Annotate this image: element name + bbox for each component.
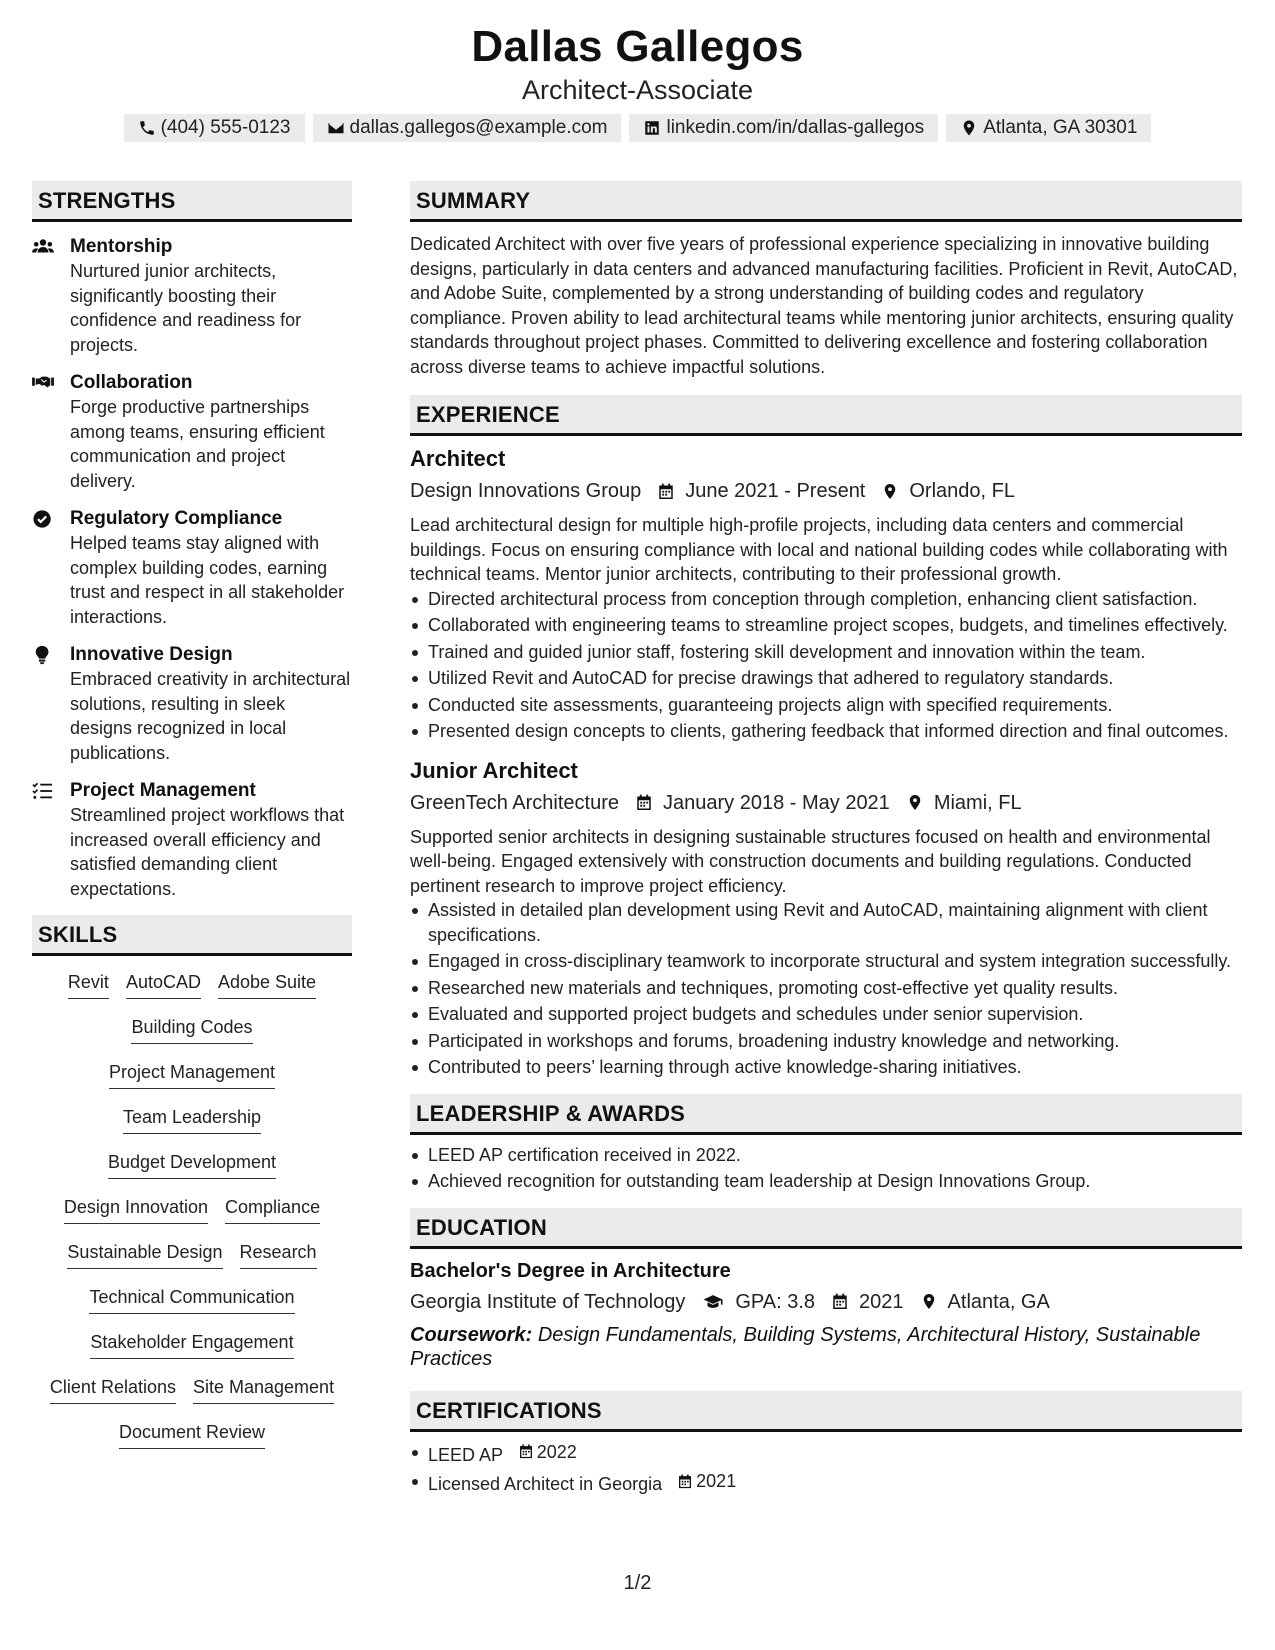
skill-row xyxy=(32,1285,352,1330)
phone-chip[interactable] xyxy=(124,114,305,142)
bullet-item: Directed architectural process from conception through completion, enhancing client satisfaction. xyxy=(428,587,1242,612)
school-name: Georgia Institute of Technology xyxy=(410,1290,686,1313)
skill-tag: Sustainable Design xyxy=(67,1240,222,1269)
job-company: GreenTech Architecture xyxy=(410,791,619,814)
check-circle-icon xyxy=(32,509,54,529)
location-chip xyxy=(946,114,1151,142)
job-entry xyxy=(410,444,1242,744)
skill-tag: Budget Development xyxy=(108,1150,276,1179)
contact-bar xyxy=(0,114,1275,142)
job-bullets xyxy=(410,898,1242,1080)
skills-list xyxy=(32,970,352,1465)
linkedin-chip[interactable] xyxy=(629,114,938,142)
strength-desc: Streamlined project workflows that increased overall efficiency and satisfied demanding client expectations. xyxy=(70,805,345,899)
degree-title: Bachelor's Degree in Architecture xyxy=(410,1259,731,1282)
skills-heading: SKILLS xyxy=(32,915,352,956)
skill-tag: Project Management xyxy=(109,1060,275,1089)
certification-item xyxy=(428,1469,1242,1496)
job-title: Junior Architect xyxy=(410,757,578,783)
users-icon xyxy=(32,237,54,257)
summary-text: Dedicated Architect with over five years of professional experience specializing in innovative building designs, particularly in data centers and advanced manufacturing facilities. Proficient in Revit, AutoCAD, and Adobe Suite, complemented by a strong understanding of building codes and regulatory compliance. Proven ability to lead architectural teams while mentoring junior architects, ensuring quality standards throughout project phases. Committed to delivering excellence and fostering collaboration across diverse teams to achieve impactful solutions. xyxy=(410,234,1238,377)
strength-item xyxy=(32,371,352,493)
bullet-item: Presented design concepts to clients, gathering feedback that informed direction and final outcomes. xyxy=(428,719,1242,744)
skill-row xyxy=(32,1015,352,1060)
graduation-cap-icon xyxy=(701,1292,725,1311)
strengths-heading: STRENGTHS xyxy=(32,181,352,222)
job-company: Design Innovations Group xyxy=(410,480,642,502)
job-dates: January 2018 - May 2021 xyxy=(663,791,890,814)
job-description: Lead architectural design for multiple high-profile projects, including data centers and commercial buildings. Focus on ensuring compliance with local and national building codes while collaborating with technical teams. Mentor junior architects, contributing to their professional growth. xyxy=(410,515,1228,584)
strength-item xyxy=(32,779,352,901)
certification-year: 2021 xyxy=(696,1470,737,1491)
strength-title: Regulatory Compliance xyxy=(70,508,283,529)
strength-desc: Nurtured junior architects, significantly boosting their confidence and readiness for projects. xyxy=(70,261,302,355)
linkedin-text: linkedin.com/in/dallas-gallegos xyxy=(666,117,925,138)
skill-tag: Building Codes xyxy=(131,1015,252,1044)
gpa: GPA: 3.8 xyxy=(735,1290,816,1313)
candidate-title: Architect-Associate xyxy=(521,75,754,105)
bullet-item: Engaged in cross-disciplinary teamwork to incorporate structural and system integration successfully. xyxy=(428,949,1242,974)
job-meta xyxy=(410,788,1242,818)
email-text: dallas.gallegos@example.com xyxy=(349,117,608,138)
skill-tag: Stakeholder Engagement xyxy=(90,1330,293,1359)
strengths-list xyxy=(32,235,352,901)
map-pin-icon xyxy=(960,119,978,137)
coursework-label: Coursework: xyxy=(410,1323,533,1346)
summary-heading: SUMMARY xyxy=(410,181,1242,222)
strength-title: Innovative Design xyxy=(70,644,233,665)
calendar-icon xyxy=(518,1443,534,1460)
job-entry xyxy=(410,756,1242,1080)
bullet-item: Assisted in detailed plan development using Revit and AutoCAD, maintaining alignment with client specifications. xyxy=(428,898,1242,947)
bullet-item: Collaborated with engineering teams to streamline project scopes, budgets, and timelines effectively. xyxy=(428,613,1242,638)
map-pin-icon xyxy=(906,793,924,812)
calendar-icon xyxy=(677,1473,693,1490)
strength-title: Project Management xyxy=(70,780,256,801)
skill-tag: Compliance xyxy=(225,1195,320,1224)
calendar-icon xyxy=(657,482,675,501)
strength-item xyxy=(32,643,352,765)
strength-desc: Embraced creativity in architectural solutions, resulting in sleek designs recognized in local publications. xyxy=(70,669,351,763)
skill-row xyxy=(32,1240,352,1285)
skill-row xyxy=(32,1105,352,1150)
job-bullets xyxy=(410,587,1242,744)
school-location: Atlanta, GA xyxy=(947,1290,1050,1313)
handshake-icon xyxy=(32,373,54,393)
map-pin-icon xyxy=(920,1292,938,1311)
job-location: Orlando, FL xyxy=(909,480,1015,502)
bullet-item: Participated in workshops and forums, broadening industry knowledge and networking. xyxy=(428,1029,1242,1054)
skill-tag: Design Innovation xyxy=(64,1195,208,1224)
skill-row xyxy=(32,1150,352,1195)
certification-name: Licensed Architect in Georgia xyxy=(428,1473,663,1494)
graduation-year: 2021 xyxy=(859,1290,904,1313)
job-location: Miami, FL xyxy=(933,791,1022,814)
strength-item xyxy=(32,507,352,629)
linkedin-icon xyxy=(643,119,661,137)
job-description: Supported senior architects in designing sustainable structures focused on health and environmental well-being. Engaged extensively with construction documents and building regulations. Conducted pertinent research to improve project efficiency. xyxy=(410,826,1211,896)
resume-header xyxy=(0,20,1275,142)
list-check-icon xyxy=(32,781,54,801)
strength-desc: Helped teams stay aligned with complex building codes, earning trust and respect in all stakeholder interactions. xyxy=(70,533,345,627)
award-item: Achieved recognition for outstanding team leadership at Design Innovations Group. xyxy=(428,1169,1242,1194)
skill-tag: AutoCAD xyxy=(126,970,201,999)
skill-tag: Research xyxy=(240,1240,317,1269)
bullet-item: Trained and guided junior staff, fostering skill development and innovation within the team. xyxy=(428,640,1242,665)
certification-item xyxy=(428,1440,1242,1467)
certifications-heading: CERTIFICATIONS xyxy=(410,1391,1242,1432)
certifications-list xyxy=(410,1440,1242,1497)
skill-row xyxy=(32,970,352,1015)
phone-icon xyxy=(138,119,156,137)
left-column xyxy=(32,181,352,1465)
map-pin-icon xyxy=(881,482,899,501)
calendar-icon xyxy=(831,1292,849,1311)
strength-desc: Forge productive partnerships among teams, ensuring efficient communication and project delivery. xyxy=(70,397,325,491)
skill-tag: Adobe Suite xyxy=(218,970,316,999)
award-item: LEED AP certification received in 2022. xyxy=(428,1143,1242,1168)
bullet-item: Researched new materials and techniques, promoting cost-effective yet quality results. xyxy=(428,976,1242,1001)
coursework xyxy=(410,1323,1242,1371)
job-meta xyxy=(410,476,1242,506)
coursework-text: Design Fundamentals, Building Systems, Architectural History, Sustainable Practices xyxy=(410,1323,1201,1370)
lightbulb-icon xyxy=(32,645,54,665)
skill-tag: Team Leadership xyxy=(123,1105,261,1134)
right-column xyxy=(410,181,1242,1498)
strength-title: Collaboration xyxy=(70,372,193,393)
skill-tag: Revit xyxy=(68,970,109,999)
leadership-heading: LEADERSHIP & AWARDS xyxy=(410,1094,1242,1135)
skill-row xyxy=(32,1330,352,1375)
experience-heading: EXPERIENCE xyxy=(410,395,1242,436)
phone-text: (404) 555-0123 xyxy=(160,117,291,138)
skill-tag: Document Review xyxy=(119,1420,265,1449)
certification-year: 2022 xyxy=(536,1441,577,1462)
email-chip[interactable] xyxy=(313,114,622,142)
envelope-icon xyxy=(327,119,345,137)
page-number: 1/2 xyxy=(623,1572,652,1594)
education-meta xyxy=(410,1287,1242,1317)
skill-row xyxy=(32,1375,352,1420)
bullet-item: Utilized Revit and AutoCAD for precise drawings that adhered to regulatory standards. xyxy=(428,666,1242,691)
skill-row xyxy=(32,1060,352,1105)
candidate-name: Dallas Gallegos xyxy=(471,22,804,71)
job-dates: June 2021 - Present xyxy=(685,480,866,502)
strength-item xyxy=(32,235,352,357)
skill-row xyxy=(32,1195,352,1240)
bullet-item: Evaluated and supported project budgets and schedules under senior supervision. xyxy=(428,1002,1242,1027)
education-heading: EDUCATION xyxy=(410,1208,1242,1249)
calendar-icon xyxy=(635,793,653,812)
skill-tag: Site Management xyxy=(193,1375,334,1404)
bullet-item: Conducted site assessments, guaranteeing projects align with specified requirements. xyxy=(428,693,1242,718)
certification-name: LEED AP xyxy=(428,1444,503,1465)
bullet-item: Contributed to peers’ learning through active knowledge-sharing initiatives. xyxy=(428,1055,1242,1080)
skill-tag: Client Relations xyxy=(50,1375,176,1404)
skill-tag: Technical Communication xyxy=(89,1285,294,1314)
strength-title: Mentorship xyxy=(70,236,173,257)
skill-row xyxy=(32,1420,352,1465)
location-text: Atlanta, GA 30301 xyxy=(983,117,1138,138)
leadership-list xyxy=(410,1143,1242,1194)
job-title: Architect xyxy=(410,446,506,471)
